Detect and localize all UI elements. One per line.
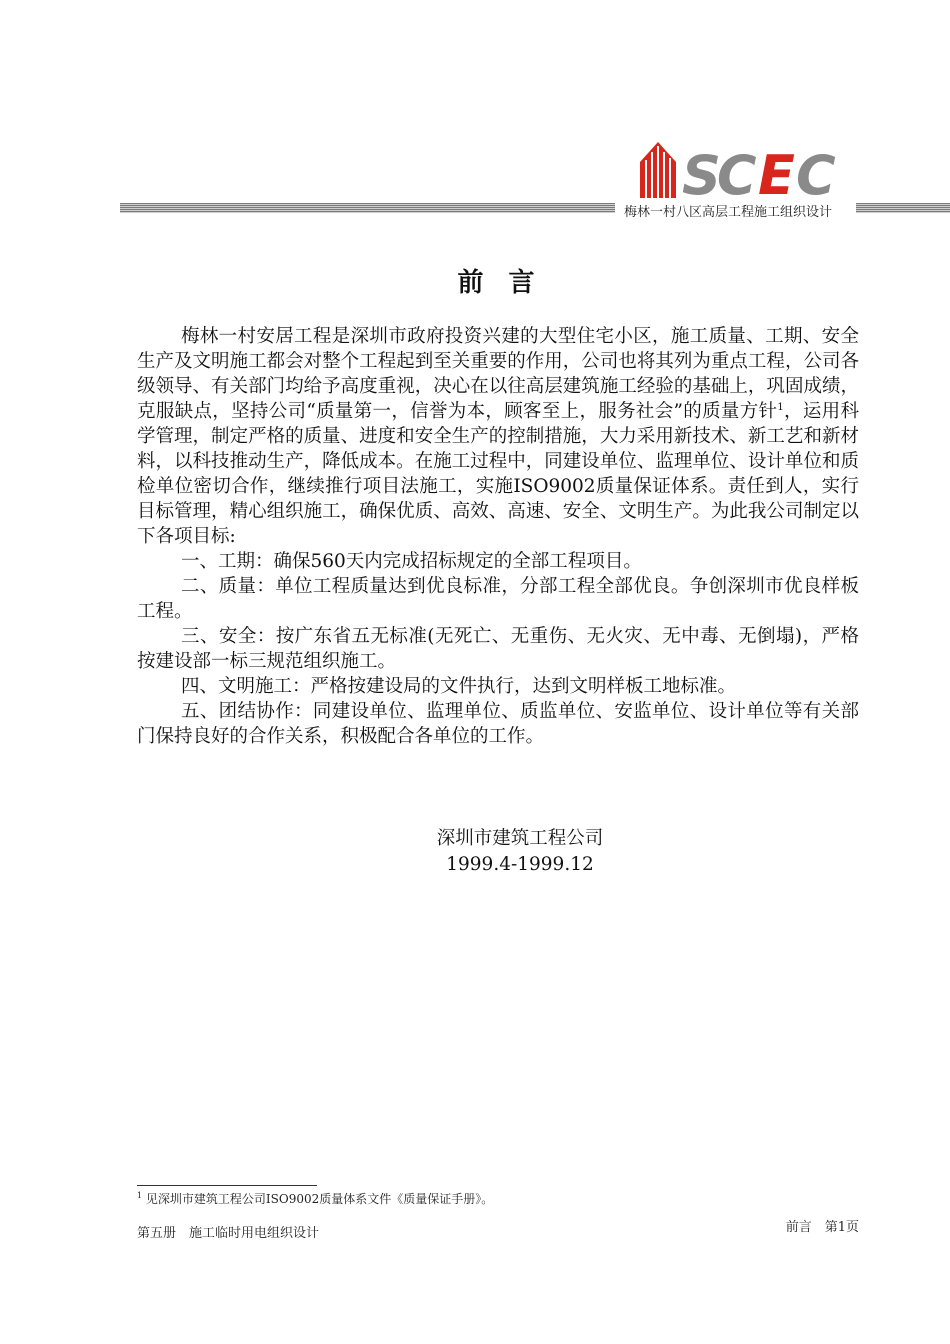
goal-schedule: 一、工期：确保560天内完成招标规定的全部工程项目。 xyxy=(181,551,642,572)
goal-safety: 三、安全：按广东省五无标准(无死亡、无重伤、无火灾、无中毒、无倒塌)，严格按建设部一标三规范组织施工。 xyxy=(137,626,859,672)
svg-text:C: C xyxy=(796,144,832,202)
body-text xyxy=(137,324,859,749)
footnote-text: 见深圳市建筑工程公司ISO9002质量体系文件《质量保证手册》。 xyxy=(142,1192,494,1206)
header-logo xyxy=(636,138,862,202)
goal-civilized-construction: 四、文明施工：严格按建设局的文件执行，达到文明样板工地标准。 xyxy=(181,676,737,697)
signature-company: 深圳市建筑工程公司 xyxy=(436,828,604,849)
logo-text: SC xyxy=(682,144,753,202)
intro-paragraph: 梅林一村安居工程是深圳市政府投资兴建的大型住宅小区，施工质量、工期、安全生产及文明施工都会对整个工程起到至关重要的作用，公司也将其列为重点工程，公司各级领导、有关部门均给予高度重视，决心在以往高层建筑施工经验的基础上，巩固成绩，克服缺点，坚持公司“质量第一，信誉为本，顾客至上，服务社会”的质量方针$^1$，运用科学管理，制定严格的质量、进度和安全生产的控制措施，大力采用新技术、新工艺和新材料，以科技推动生产，降低成本。在施工过程中，同建设单位、监理单位、设计单位和质检单位密切合作，继续推行项目法施工，实施ISO9002质量保证体系。责任到人，实行目标管理，精心组织施工，确保优质、高效、高速、安全、文明生产。为此我公司制定以下各项目标: xyxy=(137,326,859,547)
footnote xyxy=(137,1190,493,1207)
footer-volume-title: 第五册 施工临时用电组织设计 xyxy=(137,1226,320,1241)
svg-text:E: E xyxy=(758,144,791,202)
footer-page-number: 前言 第1页 xyxy=(785,1220,859,1235)
footnote-mark: 1 xyxy=(137,1191,143,1200)
goal-cooperation: 五、团结协作：同建设单位、监理单位、质监单位、安监单位、设计单位等有关部门保持良好的合作关系，积极配合各单位的工作。 xyxy=(137,701,859,747)
header-doc-title: 梅林一村八区高层工程施工组织设计 xyxy=(624,205,833,220)
signature-block xyxy=(0,826,950,878)
footnote-reference[interactable]: 1 xyxy=(777,401,784,413)
footnote-separator xyxy=(137,1185,317,1186)
header-rule xyxy=(120,203,615,213)
header-rule-right xyxy=(856,203,950,213)
page-title: 前 言 xyxy=(457,268,543,298)
signature-date: 1999.4-1999.12 xyxy=(446,854,594,875)
goal-quality: 二、质量：单位工程质量达到优良标准，分部工程全部优良。争创深圳市优良样板工程。 xyxy=(137,576,859,622)
